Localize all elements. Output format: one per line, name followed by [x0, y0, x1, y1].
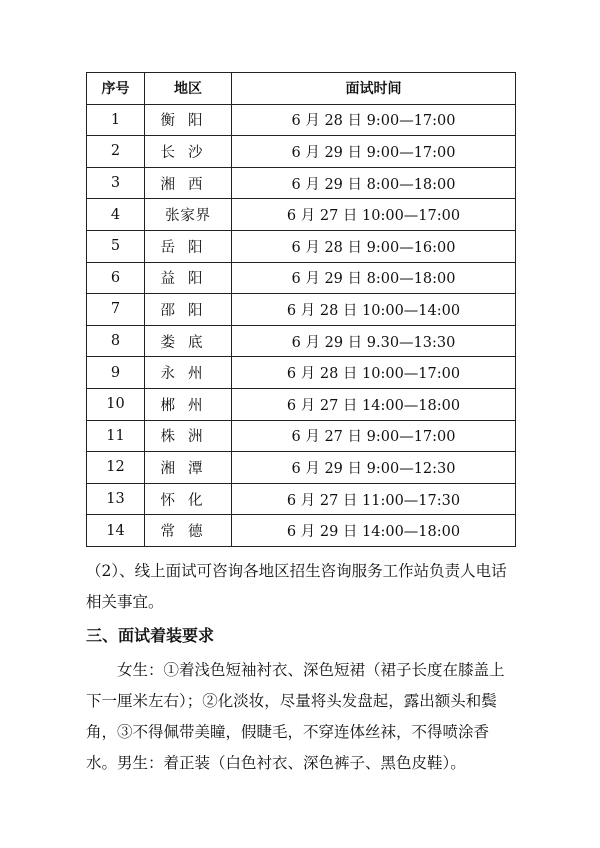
- interview-schedule-table: [86, 72, 516, 547]
- row-region: 邵阳: [145, 294, 232, 326]
- row-interview-time: 6 月 29 日 14:00—18:00: [232, 515, 516, 547]
- table-row: [87, 104, 516, 136]
- row-interview-time: 6 月 29 日 9:00—12:30: [232, 452, 516, 484]
- row-region: 怀化: [145, 483, 232, 515]
- male-dress-requirements: 男生：着正装（白色衬衣、深色裤子、黑色皮鞋）。: [117, 754, 466, 772]
- row-interview-time: 6 月 29 日 8:00—18:00: [232, 262, 516, 294]
- table-row: [87, 294, 516, 326]
- header-region: 地区: [145, 73, 232, 105]
- row-number: 1: [87, 104, 145, 136]
- row-interview-time: 6 月 27 日 9:00—17:00: [232, 420, 516, 452]
- row-number: 7: [87, 294, 145, 326]
- table-row: [87, 483, 516, 515]
- row-interview-time: 6 月 29 日 9.30—13:30: [232, 325, 516, 357]
- row-number: 4: [87, 199, 145, 231]
- section-heading-dress-code: 三、面试着装要求: [86, 626, 215, 645]
- row-interview-time: 6 月 29 日 9:00—17:00: [232, 136, 516, 168]
- row-number: 10: [87, 388, 145, 420]
- table-row: [87, 452, 516, 484]
- table-row: [87, 136, 516, 168]
- table-row: [87, 325, 516, 357]
- header-number: 序号: [87, 73, 145, 105]
- row-interview-time: 6 月 27 日 14:00—18:00: [232, 388, 516, 420]
- row-region: 株洲: [145, 420, 232, 452]
- row-number: 14: [87, 515, 145, 547]
- row-number: 13: [87, 483, 145, 515]
- female-dress-requirements: 女生：①着浅色短袖衬衣、深色短裙（裙子长度在膝盖上下一厘米左右）；②化淡妆，尽量将头发盘起，露出额头和鬓角，③不得佩带美瞳，假睫毛，不穿连体丝袜，不得喷涂香水。: [86, 661, 505, 772]
- row-region: 湘西: [145, 167, 232, 199]
- row-interview-time: 6 月 28 日 9:00—17:00: [232, 104, 516, 136]
- row-region: 永州: [145, 357, 232, 389]
- row-interview-time: 6 月 27 日 10:00—17:00: [232, 199, 516, 231]
- table-row: [87, 167, 516, 199]
- row-region: 郴州: [145, 388, 232, 420]
- row-interview-time: 6 月 28 日 10:00—14:00: [232, 294, 516, 326]
- row-number: 5: [87, 230, 145, 262]
- row-interview-time: 6 月 28 日 9:00—16:00: [232, 230, 516, 262]
- row-region: 益阳: [145, 262, 232, 294]
- row-interview-time: 6 月 29 日 8:00—18:00: [232, 167, 516, 199]
- row-number: 3: [87, 167, 145, 199]
- online-interview-note: （2）、线上面试可咨询各地区招生咨询服务工作站负责人电话相关事宜。: [86, 562, 507, 611]
- table-row: [87, 357, 516, 389]
- row-number: 11: [87, 420, 145, 452]
- row-region: 湘潭: [145, 452, 232, 484]
- row-number: 2: [87, 136, 145, 168]
- row-number: 9: [87, 357, 145, 389]
- table-row: [87, 388, 516, 420]
- row-region: 长沙: [145, 136, 232, 168]
- row-interview-time: 6 月 28 日 10:00—17:00: [232, 357, 516, 389]
- row-number: 6: [87, 262, 145, 294]
- row-region: 常德: [145, 515, 232, 547]
- table-row: [87, 515, 516, 547]
- row-interview-time: 6 月 27 日 11:00—17:30: [232, 483, 516, 515]
- table-row: [87, 262, 516, 294]
- header-interview-time: 面试时间: [232, 73, 516, 105]
- table-header-row: [87, 73, 516, 105]
- row-number: 12: [87, 452, 145, 484]
- row-number: 8: [87, 325, 145, 357]
- row-region: 张家界: [145, 199, 232, 231]
- row-region: 岳阳: [145, 230, 232, 262]
- table-row: [87, 230, 516, 262]
- table-row: [87, 199, 516, 231]
- row-region: 娄底: [145, 325, 232, 357]
- row-region: 衡阳: [145, 104, 232, 136]
- table-row: [87, 420, 516, 452]
